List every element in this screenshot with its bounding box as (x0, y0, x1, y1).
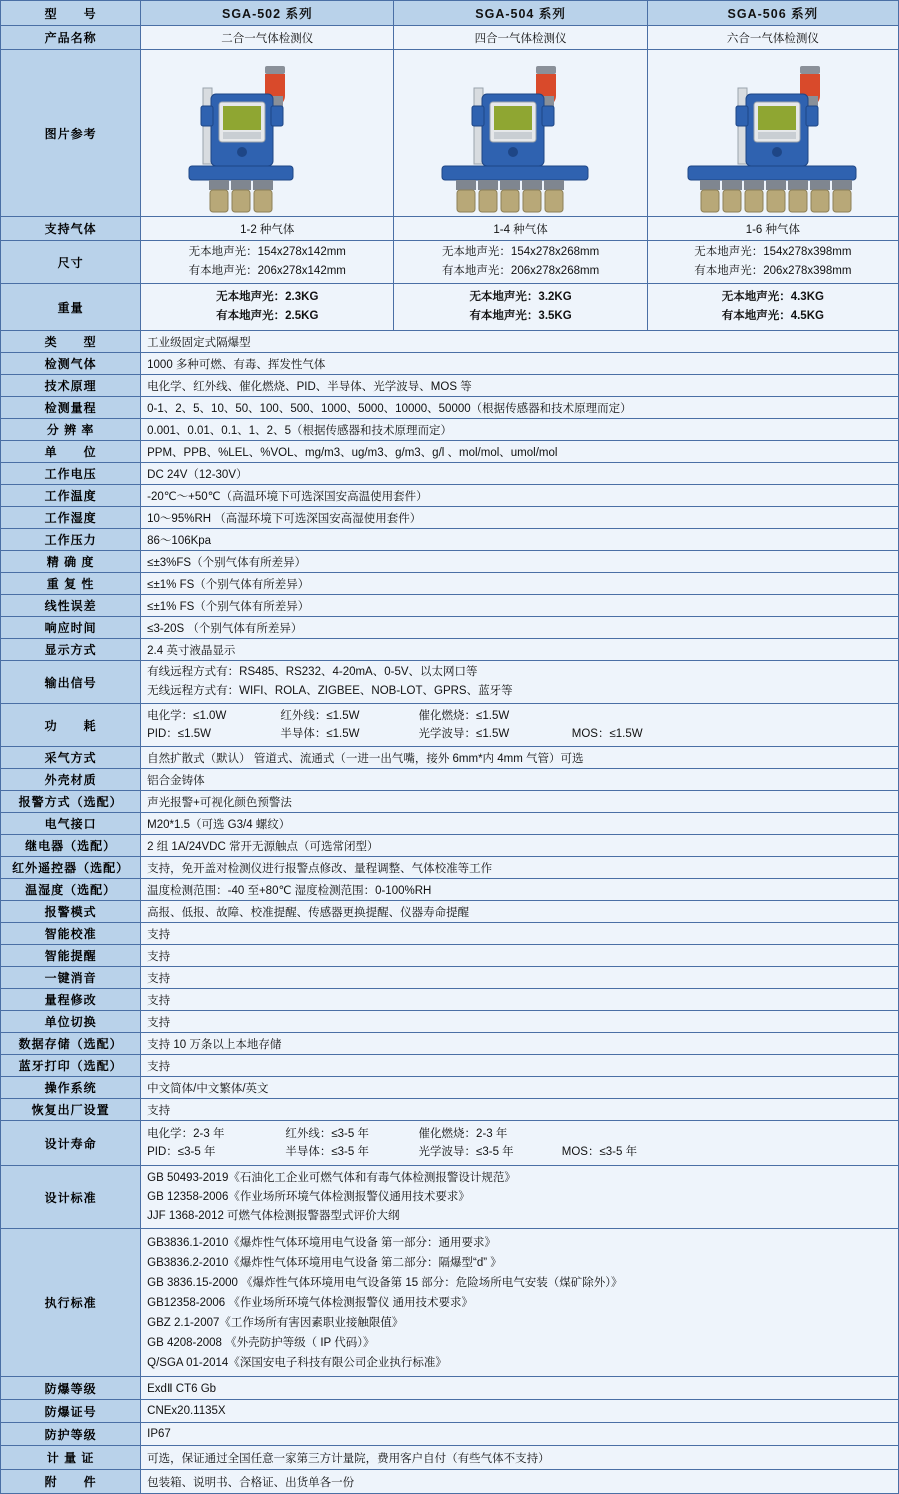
power-semiconductor: 半导体：≤1.5W (280, 728, 360, 740)
row-label-design-standard: 设计标准 (1, 1166, 141, 1229)
table-row-alarm-mode (1, 901, 899, 923)
row-label-ir-remote: 红外遥控器（选配） (1, 857, 141, 879)
table-row-unit (1, 441, 899, 463)
life-line-1 (147, 1125, 897, 1143)
table-row-principle (1, 375, 899, 397)
sensor-probes (209, 180, 273, 212)
row-label-temp-humidity-option: 温湿度（选配） (1, 879, 141, 901)
row-label-product-name: 产品名称 (1, 26, 141, 50)
row-label-design-life: 设计寿命 (1, 1121, 141, 1166)
row-value-factory-reset: 支持 (141, 1099, 899, 1121)
row-label-humidity: 工作湿度 (1, 507, 141, 529)
row-label-temperature: 工作温度 (1, 485, 141, 507)
table-row-ex-cert (1, 1400, 899, 1423)
table-row-range (1, 397, 899, 419)
size-506 (647, 241, 898, 284)
table-row-model (1, 1, 899, 26)
row-label-os: 操作系统 (1, 1077, 141, 1099)
life-optical: 光学波导：≤3-5 年 (418, 1146, 514, 1158)
weight-506-line2: 有本地声光：4.5KG (721, 310, 824, 322)
row-value-design-standard (141, 1166, 899, 1229)
row-value-shell-material: 铝合金铸体 (141, 769, 899, 791)
table-row-linearity (1, 595, 899, 617)
life-mos: MOS：≤3-5 年 (561, 1146, 638, 1158)
row-value-electrical-interface: M20*1.5（可选 G3/4 螺纹） (141, 813, 899, 835)
table-row-picture (1, 50, 899, 217)
table-row-design-standard (1, 1166, 899, 1229)
row-value-alarm-method: 声光报警+可视化颜色预警法 (141, 791, 899, 813)
model-502: SGA-502 系列 (141, 1, 394, 26)
size-502-line1: 无本地声光：154x278x142mm (188, 246, 346, 258)
row-value-smart-calibration: 支持 (141, 923, 899, 945)
table-row-resolution (1, 419, 899, 441)
row-label-bluetooth-print: 蓝牙打印（选配） (1, 1055, 141, 1077)
table-row-response-time (1, 617, 899, 639)
design-standard-line-2: GB 12358-2006《作业场所环境气体检测报警仪通用技术要求》 (147, 1190, 470, 1203)
row-value-ip-grade: IP67 (141, 1423, 899, 1446)
row-label-alarm-mode: 报警模式 (1, 901, 141, 923)
detector-body (472, 94, 554, 166)
table-row-metrology-cert (1, 1446, 899, 1470)
exec-standard-line-3: GB 3836.15-2000 《爆炸性气体环境用电气设备第 15 部分：危险场所电气安装（煤矿除外）》 (147, 1276, 623, 1289)
table-row-weight (1, 284, 899, 331)
row-label-electrical-interface: 电气接口 (1, 813, 141, 835)
table-row-electrical-interface (1, 813, 899, 835)
weight-506 (647, 284, 898, 331)
table-row-accuracy (1, 551, 899, 573)
table-row-sampling (1, 747, 899, 769)
row-label-size: 尺寸 (1, 241, 141, 284)
power-line-1 (147, 707, 897, 725)
output-signal-wired: 有线远程方式有：RS485、RS232、4-20mA、0-5V、以太网口等 (147, 666, 478, 678)
row-label-sampling: 采气方式 (1, 747, 141, 769)
supported-gases-506: 1-6 种气体 (647, 217, 898, 241)
detector-body (201, 94, 283, 166)
life-catalytic: 催化燃烧：2-3 年 (418, 1128, 508, 1140)
row-value-detect-gas: 1000 多种可燃、有毒、挥发性气体 (141, 353, 899, 375)
table-row-display (1, 639, 899, 661)
row-value-one-key-mute: 支持 (141, 967, 899, 989)
row-label-unit: 单 位 (1, 441, 141, 463)
model-506: SGA-506 系列 (647, 1, 898, 26)
table-row-relay (1, 835, 899, 857)
exec-standard-line-1: GB3836.1-2010《爆炸性气体环境用电气设备 第一部分：通用要求》 (147, 1236, 497, 1249)
row-label-weight: 重量 (1, 284, 141, 331)
row-value-principle: 电化学、红外线、催化燃烧、PID、半导体、光学波导、MOS 等 (141, 375, 899, 397)
table-row-size (1, 241, 899, 284)
weight-504-line1: 无本地声光：3.2KG (469, 291, 572, 303)
table-row-accessories (1, 1470, 899, 1494)
detector-illustration-6in1 (648, 54, 888, 212)
manifold (189, 166, 293, 180)
table-row-pressure (1, 529, 899, 551)
size-502-line2: 有本地声光：206x278x142mm (188, 265, 346, 277)
row-value-accuracy: ≤±3%FS（个别气体有所差异） (141, 551, 899, 573)
row-label-linearity: 线性误差 (1, 595, 141, 617)
row-label-picture: 图片参考 (1, 50, 141, 217)
life-semiconductor: 半导体：≤3-5 年 (285, 1146, 369, 1158)
power-line-2 (147, 725, 897, 743)
table-row-smart-reminder (1, 945, 899, 967)
device-image-502 (141, 50, 394, 217)
weight-506-line1: 无本地声光：4.3KG (721, 291, 824, 303)
manifold (688, 166, 856, 180)
power-pid: PID：≤1.5W (147, 728, 211, 740)
row-value-exec-standard (141, 1229, 899, 1377)
row-label-output-signal: 输出信号 (1, 661, 141, 704)
row-value-smart-reminder: 支持 (141, 945, 899, 967)
row-label-exec-standard: 执行标准 (1, 1229, 141, 1377)
table-row-factory-reset (1, 1099, 899, 1121)
row-label-voltage: 工作电压 (1, 463, 141, 485)
row-label-resolution: 分 辨 率 (1, 419, 141, 441)
table-row-temperature (1, 485, 899, 507)
exec-standard-line-4: GB12358-2006 《作业场所环境气体检测报警仪 通用技术要求》 (147, 1296, 474, 1309)
size-502 (141, 241, 394, 284)
row-value-pressure: 86～106Kpa (141, 529, 899, 551)
table-row-range-modify (1, 989, 899, 1011)
table-row-smart-calibration (1, 923, 899, 945)
row-label-smart-calibration: 智能校准 (1, 923, 141, 945)
row-value-metrology-cert: 可选，保证通过全国任意一家第三方计量院，费用客户自付（有些气体不支持） (141, 1446, 899, 1470)
table-row-shell-material (1, 769, 899, 791)
life-line-2 (147, 1143, 897, 1161)
table-row-humidity (1, 507, 899, 529)
row-value-unit-switch: 支持 (141, 1011, 899, 1033)
weight-502-line2: 有本地声光：2.5KG (216, 310, 319, 322)
row-label-ip-grade: 防护等级 (1, 1423, 141, 1446)
row-value-display: 2.4 英寸液晶显示 (141, 639, 899, 661)
row-value-voltage: DC 24V（12-30V） (141, 463, 899, 485)
power-infrared: 红外线：≤1.5W (280, 710, 360, 722)
row-value-sampling: 自然扩散式（默认） 管道式、流通式（一进一出气嘴，接外 6mm*内 4mm 气管）可选 (141, 747, 899, 769)
sensor-probes (456, 180, 564, 212)
table-row-detect-gas (1, 353, 899, 375)
row-label-metrology-cert: 计 量 证 (1, 1446, 141, 1470)
row-value-data-storage: 支持 10 万条以上本地存储 (141, 1033, 899, 1055)
size-506-line1: 无本地声光：154x278x398mm (694, 246, 852, 258)
power-electrochemical: 电化学：≤1.0W (147, 710, 227, 722)
row-value-linearity: ≤±1% FS（个别气体有所差异） (141, 595, 899, 617)
table-row-exec-standard (1, 1229, 899, 1377)
row-label-unit-switch: 单位切换 (1, 1011, 141, 1033)
supported-gases-504: 1-4 种气体 (394, 217, 647, 241)
design-standard-line-1: GB 50493-2019《石油化工企业可燃气体和有毒气体检测报警设计规范》 (147, 1171, 516, 1184)
row-value-alarm-mode: 高报、低报、故障、校准提醒、传感器更换提醒、仪器寿命提醒 (141, 901, 899, 923)
row-label-smart-reminder: 智能提醒 (1, 945, 141, 967)
model-504: SGA-504 系列 (394, 1, 647, 26)
row-value-range-modify: 支持 (141, 989, 899, 1011)
row-label-accuracy: 精 确 度 (1, 551, 141, 573)
table-row-output-signal (1, 661, 899, 704)
table-row-power (1, 704, 899, 747)
size-506-line2: 有本地声光：206x278x398mm (694, 265, 852, 277)
exec-standard-line-6: GB 4208-2008 《外壳防护等级（ IP 代码）》 (147, 1336, 375, 1349)
power-mos: MOS：≤1.5W (571, 728, 643, 740)
row-label-alarm-method: 报警方式（选配） (1, 791, 141, 813)
row-label-display: 显示方式 (1, 639, 141, 661)
row-value-ex-cert: CNEx20.1135X (141, 1400, 899, 1423)
table-row-os (1, 1077, 899, 1099)
weight-504 (394, 284, 647, 331)
row-value-ex-grade: ExdⅡ CT6 Gb (141, 1377, 899, 1400)
row-label-data-storage: 数据存储（选配） (1, 1033, 141, 1055)
design-standard-line-3: JJF 1368-2012 可燃气体检测报警器型式评价大纲 (147, 1209, 400, 1222)
table-row-ir-remote (1, 857, 899, 879)
table-row-supported-gases (1, 217, 899, 241)
table-row-ip-grade (1, 1423, 899, 1446)
table-row-temp-humidity-option (1, 879, 899, 901)
row-value-range: 0-1、2、5、10、50、100、500、1000、5000、10000、50000（根据传感器和技术原理而定） (141, 397, 899, 419)
size-504 (394, 241, 647, 284)
row-value-relay: 2 组 1A/24VDC 常开无源触点（可选常闭型） (141, 835, 899, 857)
exec-standard-line-2: GB3836.2-2010《爆炸性气体环境用电气设备 第二部分：隔爆型“d” 》 (147, 1256, 502, 1269)
size-504-line2: 有本地声光：206x278x268mm (441, 265, 600, 277)
row-label-principle: 技术原理 (1, 375, 141, 397)
power-catalytic: 催化燃烧：≤1.5W (418, 710, 510, 722)
weight-504-line2: 有本地声光：3.5KG (469, 310, 572, 322)
supported-gases-502: 1-2 种气体 (141, 217, 394, 241)
row-label-range: 检测量程 (1, 397, 141, 419)
table-row-one-key-mute (1, 967, 899, 989)
detector-illustration-2in1 (141, 54, 341, 212)
row-value-temp-humidity-option: 温度检测范围：-40 至+80℃ 湿度检测范围：0-100%RH (141, 879, 899, 901)
weight-502-line1: 无本地声光：2.3KG (216, 291, 319, 303)
row-value-power (141, 704, 899, 747)
row-label-model: 型 号 (1, 1, 141, 26)
output-signal-wireless: 无线远程方式有：WIFI、ROLA、ZIGBEE、NOB-LOT、GPRS、蓝牙等 (147, 685, 513, 697)
row-value-bluetooth-print: 支持 (141, 1055, 899, 1077)
row-value-repeatability: ≤±1% FS（个别气体有所差异） (141, 573, 899, 595)
table-row-bluetooth-print (1, 1055, 899, 1077)
size-504-line1: 无本地声光：154x278x268mm (441, 246, 600, 258)
row-value-design-life (141, 1121, 899, 1166)
row-value-temperature: -20℃～+50℃（高温环境下可选深国安高温使用套件） (141, 485, 899, 507)
table-row-unit-switch (1, 1011, 899, 1033)
row-label-type: 类 型 (1, 331, 141, 353)
row-label-shell-material: 外壳材质 (1, 769, 141, 791)
device-image-506 (647, 50, 898, 217)
detector-body (736, 94, 818, 166)
life-infrared: 红外线：≤3-5 年 (285, 1128, 369, 1140)
product-name-504: 四合一气体检测仪 (394, 26, 647, 50)
table-row-product-name (1, 26, 899, 50)
row-value-resolution: 0.001、0.01、0.1、1、2、5（根据传感器和技术原理而定） (141, 419, 899, 441)
weight-502 (141, 284, 394, 331)
row-label-accessories: 附 件 (1, 1470, 141, 1494)
product-name-506: 六合一气体检测仪 (647, 26, 898, 50)
row-value-humidity: 10～95%RH （高湿环境下可选深国安高湿使用套件） (141, 507, 899, 529)
life-electrochemical: 电化学：2-3 年 (147, 1128, 225, 1140)
power-optical: 光学波导：≤1.5W (418, 728, 510, 740)
row-value-type: 工业级固定式隔爆型 (141, 331, 899, 353)
row-label-power: 功 耗 (1, 704, 141, 747)
row-label-supported-gases: 支持气体 (1, 217, 141, 241)
sensor-probes (700, 180, 852, 212)
product-name-502: 二合一气体检测仪 (141, 26, 394, 50)
row-value-ir-remote: 支持，免开盖对检测仪进行报警点修改、量程调整、气体校准等工作 (141, 857, 899, 879)
device-image-504 (394, 50, 647, 217)
detector-illustration-4in1 (394, 54, 624, 212)
row-label-pressure: 工作压力 (1, 529, 141, 551)
row-value-unit: PPM、PPB、%LEL、%VOL、mg/m3、ug/m3、g/m3、g/l 、mol/mol、umol/mol (141, 441, 899, 463)
row-value-response-time: ≤3-20S （个别气体有所差异） (141, 617, 899, 639)
row-label-repeatability: 重 复 性 (1, 573, 141, 595)
row-label-range-modify: 量程修改 (1, 989, 141, 1011)
row-value-os: 中文简体/中文繁体/英文 (141, 1077, 899, 1099)
table-row-ex-grade (1, 1377, 899, 1400)
manifold (442, 166, 588, 180)
exec-standard-line-5: GBZ 2.1-2007《工作场所有害因素职业接触限值》 (147, 1316, 404, 1329)
table-row-voltage (1, 463, 899, 485)
row-value-output-signal (141, 661, 899, 704)
row-label-ex-cert: 防爆证号 (1, 1400, 141, 1423)
row-label-ex-grade: 防爆等级 (1, 1377, 141, 1400)
table-row-repeatability (1, 573, 899, 595)
table-row-design-life (1, 1121, 899, 1166)
life-pid: PID：≤3-5 年 (147, 1146, 216, 1158)
row-value-accessories: 包装箱、说明书、合格证、出货单各一份 (141, 1470, 899, 1494)
exec-standard-line-7: Q/SGA 01-2014《深国安电子科技有限公司企业执行标准》 (147, 1356, 447, 1369)
row-label-one-key-mute: 一键消音 (1, 967, 141, 989)
row-label-relay: 继电器（选配） (1, 835, 141, 857)
row-label-factory-reset: 恢复出厂设置 (1, 1099, 141, 1121)
row-label-detect-gas: 检测气体 (1, 353, 141, 375)
table-row-alarm-method (1, 791, 899, 813)
row-label-response-time: 响应时间 (1, 617, 141, 639)
table-row-data-storage (1, 1033, 899, 1055)
table-row-type (1, 331, 899, 353)
